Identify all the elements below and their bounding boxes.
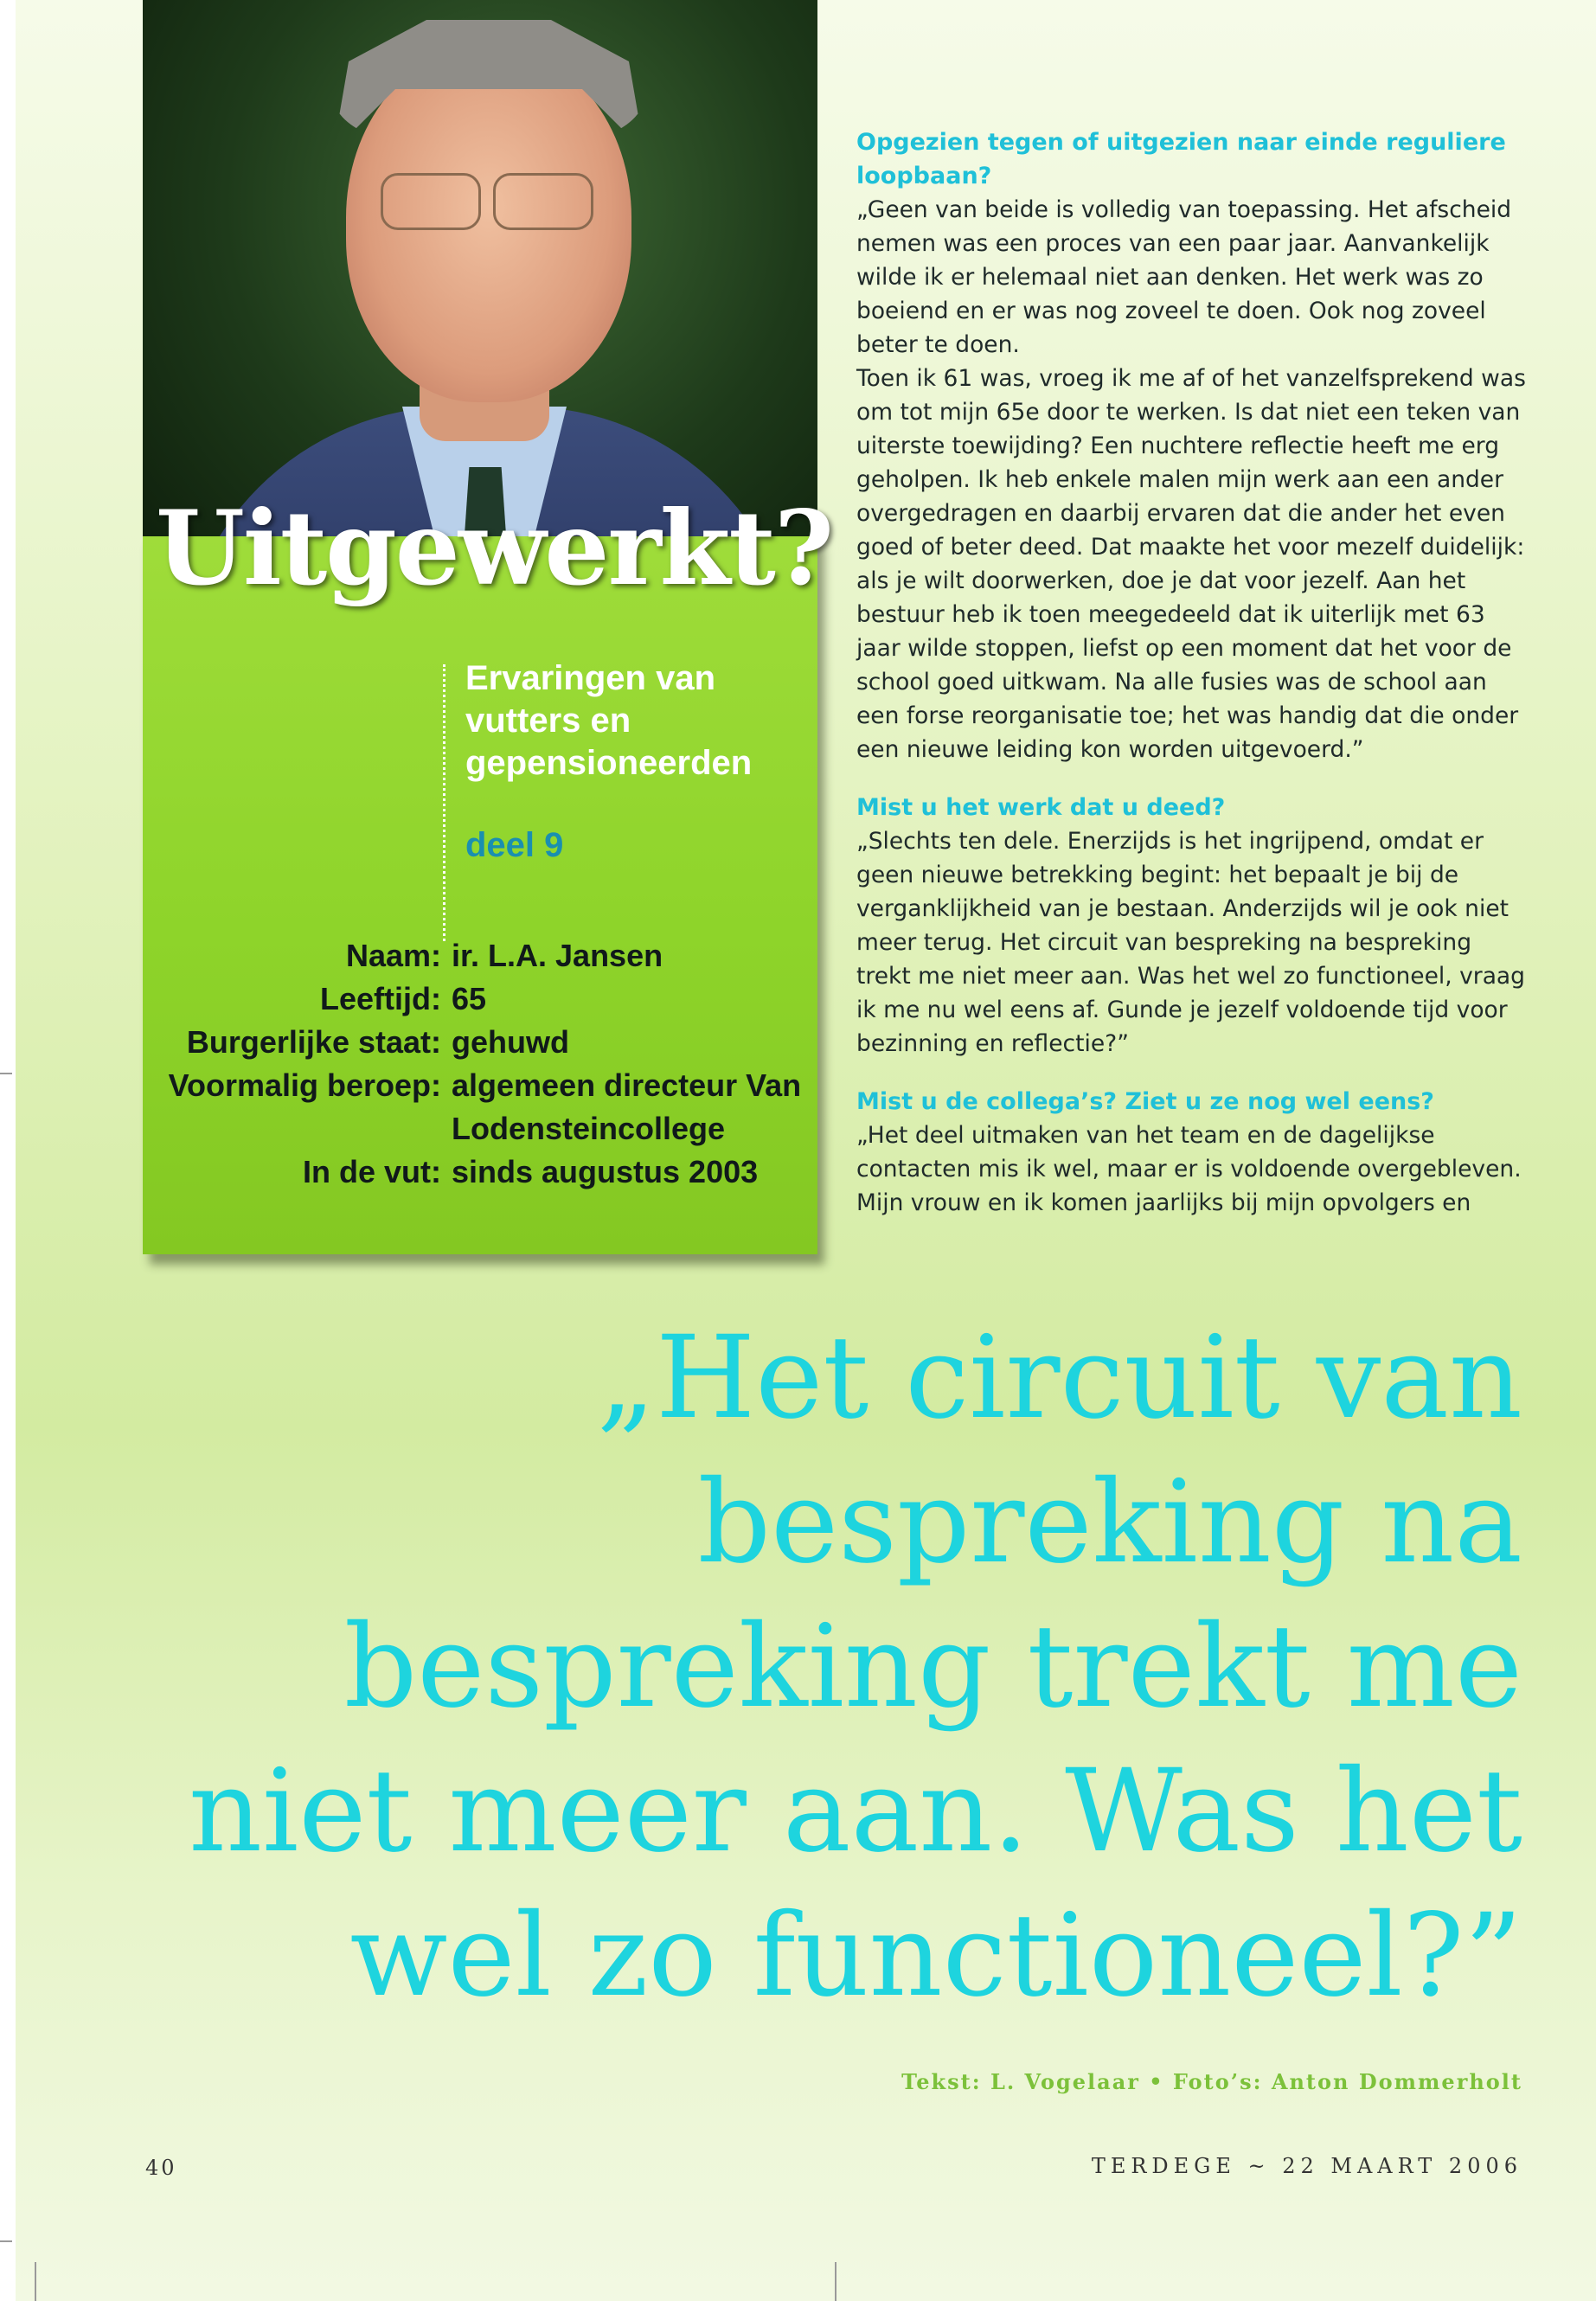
crop-mark <box>35 2262 36 2301</box>
pull-quote-line: „Het circuit van <box>596 1311 1522 1445</box>
fact-label: In de vut: <box>303 1154 441 1189</box>
fact-label: Burgerlijke staat: <box>186 1024 441 1060</box>
fact-label: Leeftijd: <box>320 981 441 1016</box>
answer-paragraph: „Geen van beide is volledig van toepassing. Het afscheid nemen was een proces van een paar jaar. Aanvankelijk wilde ik er helemaal niet aan denken. Het werk was zo boeiend en er was nog zoveel te doen. Ook nog zoveel beter te doen. <box>856 196 1512 358</box>
fact-row-retired-since <box>147 1150 813 1194</box>
pull-quote-line: niet meer aan. Was het <box>189 1745 1522 1878</box>
question-heading: Opgezien tegen of uitgezien naar einde reguliere loopbaan? <box>856 129 1506 189</box>
fact-value: gehuwd <box>452 1024 569 1060</box>
photo-glasses-left <box>381 173 481 230</box>
fact-row-former-job <box>147 1064 813 1150</box>
answer-paragraph: Toen ik 61 was, vroeg ik me af of het vanzelfsprekend was om tot mijn 65e door te werken. Is dat niet een teken van uiterste toewijding? Een nuchtere reflectie heeft me erg geholpen. Ik heb enkele malen mijn werk aan een ander overgedragen en daarbij ervaren dat die ander het even goed of beter deed. Dat maakte het voor mezelf duidelijk: als je wilt doorwerken, doe je dat voor jezelf. Aan het bestuur heb ik toen meegedeeld dat ik uiterlijk met 63 jaar wilde stoppen, liefst op een moment dat het voor de school goed uitkwam. Na alle fusies was de school aan een forse reorganisatie toe; het was handig dat die onder een nieuwe leiding kon worden uitgevoerd.” <box>856 365 1526 763</box>
fact-value: sinds augustus 2003 <box>452 1154 759 1189</box>
fact-row-marital-status <box>147 1021 813 1064</box>
pull-quote <box>87 1306 1522 2029</box>
fact-label: Naam: <box>345 938 441 973</box>
fact-label: Voormalig beroep: <box>168 1067 441 1103</box>
photo-glasses-right <box>493 173 593 230</box>
answer-paragraph: „Slechts ten dele. Enerzijds is het ingrijpend, omdat er geen nieuwe betrekking begint: het bepaalt je bij de verganklijkheid van je bestaan. Anderzijds wil je ook niet meer terug. Het circuit van bespreking na bespreking trekt me niet meer aan. Was het wel zo functioneel, vraag ik me nu wel eens af. Gunde je jezelf voldoende tijd voor bezinning en reflectie?” <box>856 828 1525 1057</box>
question-heading: Mist u de collega’s? Ziet u ze nog wel eens? <box>856 1088 1434 1115</box>
page-gutter <box>0 0 16 2301</box>
fact-value: 65 <box>452 981 487 1016</box>
pull-quote-line: bespreking trekt me <box>343 1600 1522 1734</box>
fact-row-name <box>147 934 813 977</box>
page-number: 40 <box>145 2156 177 2180</box>
fact-value: ir. L.A. Jansen <box>452 938 663 973</box>
series-part: deel 9 <box>465 826 564 864</box>
pull-quote-line: wel zo functioneel?” <box>349 1889 1522 2022</box>
answer-paragraph: „Het deel uitmaken van het team en de dagelijkse contacten mis ik wel, maar er is voldoende overgebleven. Mijn vrouw en ik komen jaarlijks bij mijn opvolgers en <box>856 1122 1522 1216</box>
crop-mark <box>0 1073 12 1074</box>
photo-text-credit: Tekst: L. Vogelaar • Foto’s: Anton Dommerholt <box>901 2069 1522 2094</box>
fact-value: algemeen directeur Van Lodensteincollege <box>452 1067 802 1146</box>
headline: Uitgewerkt? <box>156 488 833 608</box>
question-heading: Mist u het werk dat u deed? <box>856 794 1226 821</box>
profile-facts <box>147 934 813 1194</box>
crop-mark <box>0 2240 12 2242</box>
article-column <box>856 125 1527 1220</box>
series-title: Ervaringen van vutters en gepensioneerden <box>465 659 753 782</box>
publication-footer: TERDEGE ~ 22 MAART 2006 <box>1091 2154 1522 2178</box>
pull-quote-line: bespreking na <box>697 1456 1522 1589</box>
dotted-divider <box>443 664 445 941</box>
fact-row-age <box>147 977 813 1021</box>
crop-mark <box>835 2262 836 2301</box>
